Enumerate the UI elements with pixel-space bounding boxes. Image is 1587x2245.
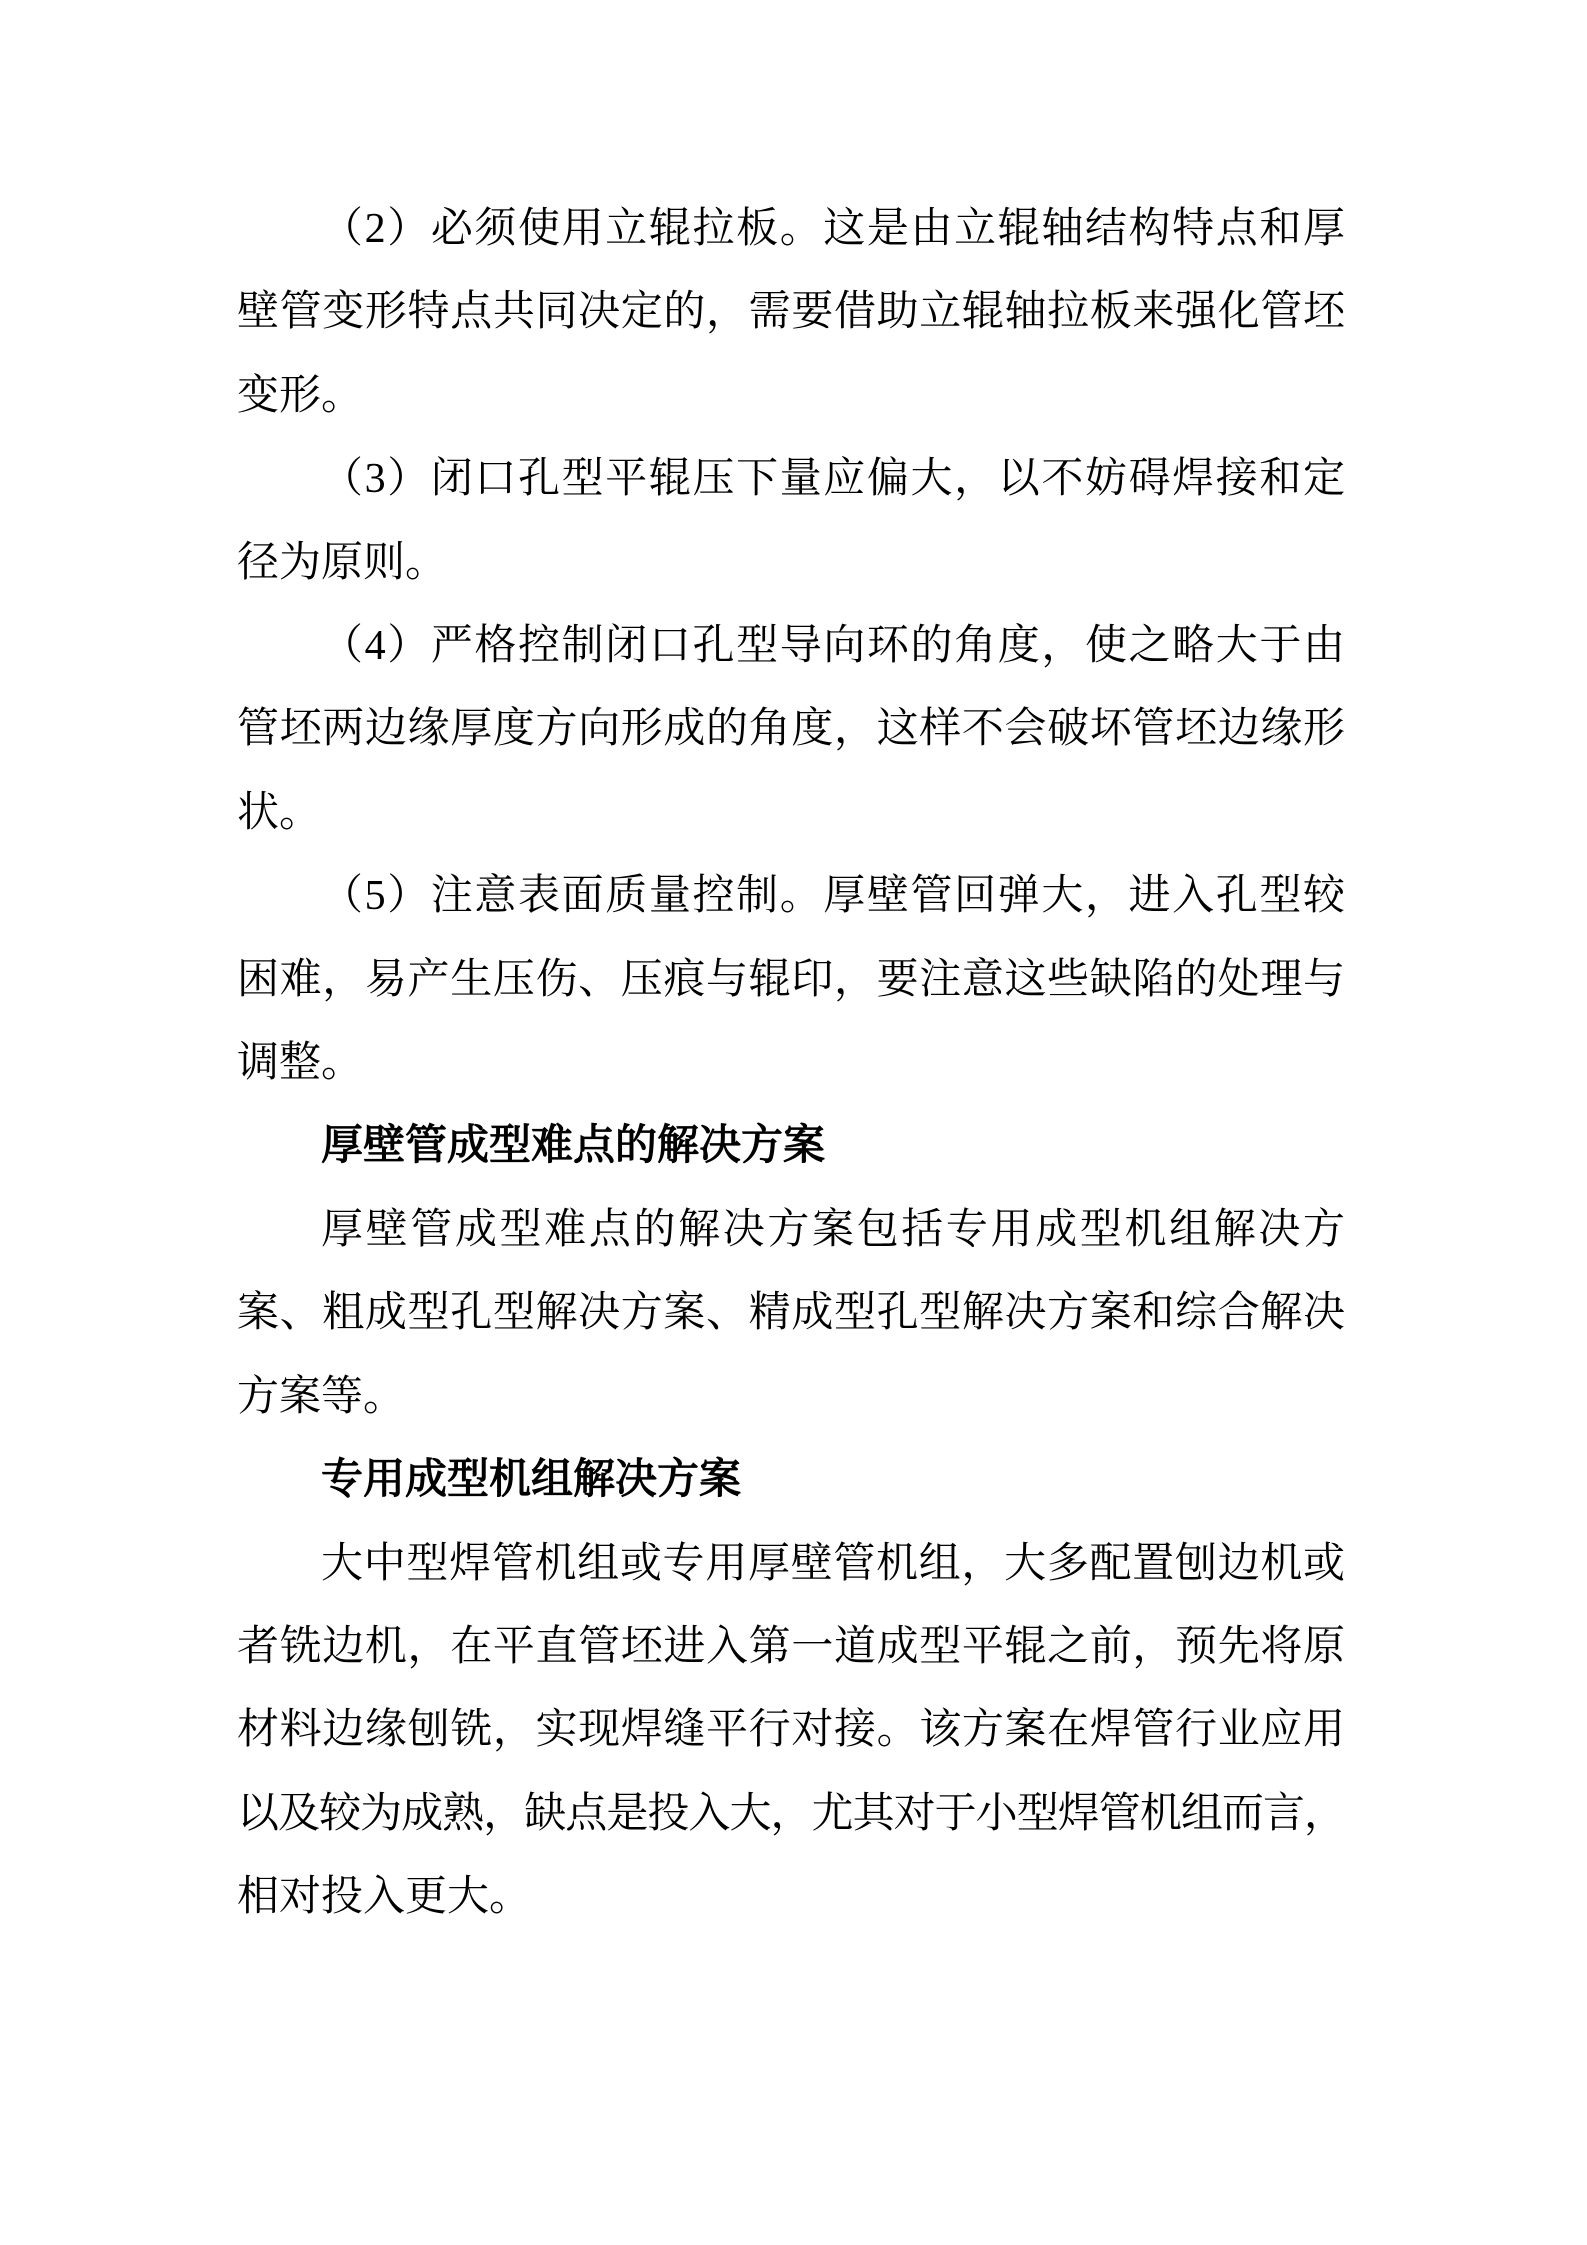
text-line: 方案等。: [237, 1373, 406, 1420]
text-line: （4）严格控制闭口孔型导向环的角度，使之略大于由: [321, 623, 1345, 670]
text-line: 调整。: [237, 1040, 364, 1087]
text-line: （3）闭口孔型平辊压下量应偏大，以不妨碍焊接和定: [321, 456, 1345, 503]
text-block: [237, 188, 1345, 1940]
text-line: 径为原则。: [237, 539, 448, 586]
section-heading: 专用成型机组解决方案: [321, 1457, 742, 1504]
text-line: 相对投入更大。: [237, 1874, 532, 1921]
text-line: 案、粗成型孔型解决方案、精成型孔型解决方案和综合解决: [237, 1290, 1345, 1337]
text-line: 厚壁管成型难点的解决方案包括专用成型机组解决方: [321, 1206, 1345, 1253]
text-line: 状。: [237, 789, 322, 836]
text-line: 变形。: [237, 372, 364, 419]
text-line: 大中型焊管机组或专用厚壁管机组，大多配置刨边机或: [321, 1540, 1345, 1587]
text-line: 者铣边机，在平直管坯进入第一道成型平辊之前，预先将原: [237, 1623, 1345, 1670]
text-line: 壁管变形特点共同决定的，需要借助立辊轴拉板来强化管坯: [237, 289, 1345, 336]
text-line: 管坯两边缘厚度方向形成的角度，这样不会破坏管坯边缘形: [237, 706, 1345, 753]
text-line: 困难，易产生压伤、压痕与辊印，要注意这些缺陷的处理与: [237, 956, 1345, 1003]
text-line: （5）注意表面质量控制。厚壁管回弹大，进入孔型较: [321, 873, 1345, 920]
text-line: （2）必须使用立辊拉板。这是由立辊轴结构特点和厚: [321, 206, 1345, 252]
text-line: 材料边缘刨铣，实现焊缝平行对接。该方案在焊管行业应用: [237, 1707, 1345, 1754]
text-line: 以及较为成熟，缺点是投入大，尤其对于小型焊管机组而言，: [237, 1790, 1345, 1837]
section-heading: 厚壁管成型难点的解决方案: [321, 1123, 826, 1170]
